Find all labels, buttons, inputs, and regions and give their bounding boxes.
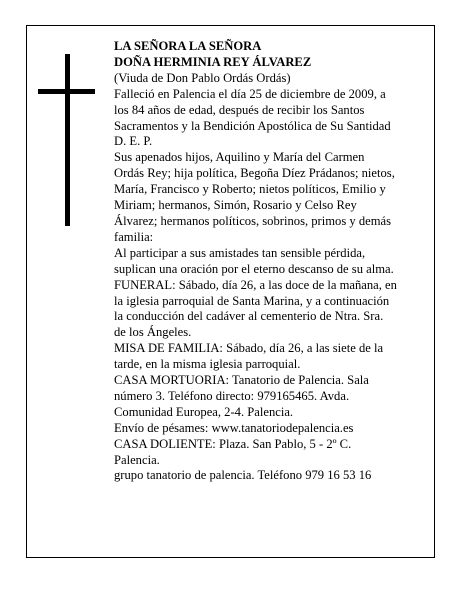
prayer-line-1: Al participar a sus amistades tan sensible pérdida, (114, 245, 366, 260)
cross-horizontal-bar (38, 89, 95, 94)
death-line-1: Falleció en Palencia el día 25 de diciembre de 2009, a (114, 86, 386, 101)
funeral-line-3: la conducción del cadáver al cementerio de Ntra. Sra. (114, 309, 384, 324)
family-line-6: familia: (114, 229, 154, 244)
deceased-name: DOÑA HERMINIA REY ÁLVAREZ (114, 54, 312, 69)
condolences-line: Envío de pésames: www.tanatoriodepalencia.es (114, 420, 354, 435)
family-mass-line-2: tarde, en la misma iglesia parroquial. (114, 357, 301, 372)
family-line-2: Ordás Rey; hija política, Begoña Díez Prádanos; nietos, (114, 166, 395, 181)
notice-text (114, 39, 426, 484)
funeral-line-4: de los Ángeles. (114, 325, 192, 340)
cross-vertical-bar (65, 54, 70, 226)
family-line-3: María, Francisco y Roberto; nietos políticos, Emilio y (114, 182, 386, 197)
rip-line: D. E. P. (114, 134, 153, 149)
family-line-1: Sus apenados hijos, Aquilino y María del Carmen (114, 150, 365, 165)
death-line-3: Sacramentos y la Bendición Apostólica de Su Santidad (114, 118, 391, 133)
family-line-4: Miriam; hermanos, Simón, Rosario y Celso Rey (114, 198, 357, 213)
notice-header: LA SEÑORA LA SEÑORA (114, 39, 262, 53)
obituary-notice (26, 25, 435, 558)
mourning-home-line-2: Palencia. (114, 452, 160, 467)
funeral-line-2: la iglesia parroquial de Santa Marina, y a continuación (114, 293, 390, 308)
mortuary-line-2: número 3. Teléfono directo: 979165465. Avda. (114, 388, 350, 403)
funeral-home-line: grupo tanatorio de palencia. Teléfono 979 16 53 16 (114, 468, 372, 483)
mortuary-line-1: CASA MORTUORIA: Tanatorio de Palencia. Sala (114, 373, 369, 388)
mourning-home-line-1: CASA DOLIENTE: Plaza. San Pablo, 5 - 2º C. (114, 436, 352, 451)
mortuary-line-3: Comunidad Europea, 2-4. Palencia. (114, 404, 294, 419)
prayer-line-2: suplican una oración por el eterno descanso de su alma. (114, 261, 394, 276)
cross-icon (27, 26, 107, 186)
funeral-line-1: FUNERAL: Sábado, día 26, a las doce de la mañana, en (114, 277, 397, 292)
death-line-2: los 84 años de edad, después de recibir los Santos (114, 102, 365, 117)
widow-of-line: (Viuda de Don Pablo Ordás Ordás) (114, 70, 291, 85)
family-line-5: Álvarez; hermanos políticos, sobrinos, primos y demás (114, 213, 392, 228)
family-mass-line-1: MISA DE FAMILIA: Sábado, día 26, a las siete de la (114, 341, 384, 356)
